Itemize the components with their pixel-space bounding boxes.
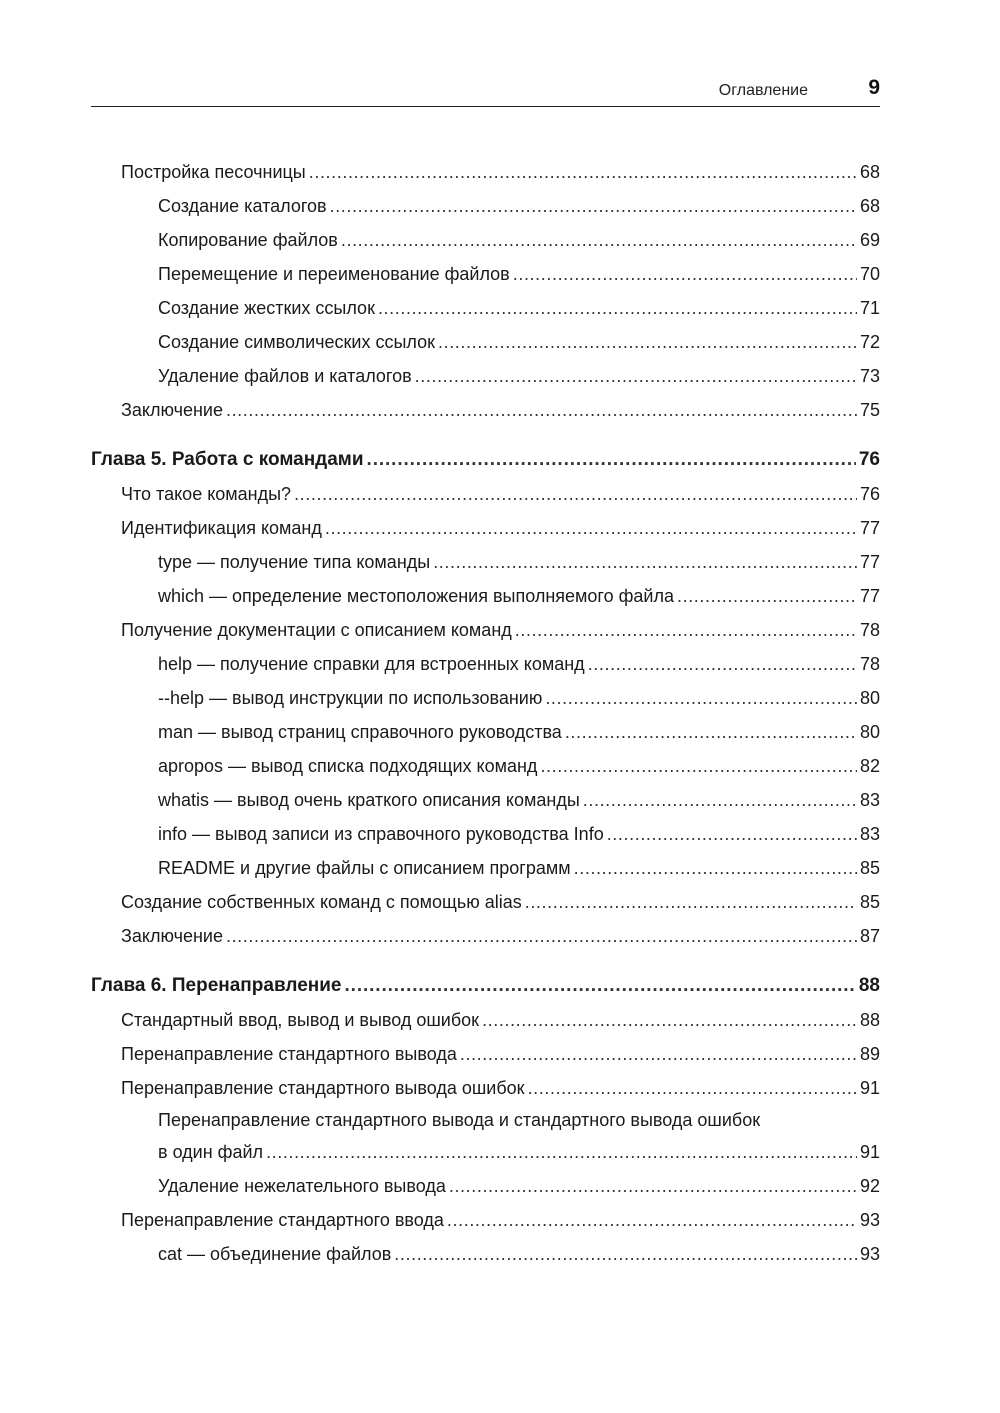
dot-leader [433,545,857,579]
toc-entry[interactable] [158,1237,880,1271]
toc-chapter[interactable] [91,969,880,1003]
toc-entry[interactable] [158,1169,880,1203]
dot-leader [394,1237,857,1271]
dot-leader [378,291,857,325]
toc-entry-title: whatis — вывод очень краткого описания команды [158,790,580,810]
toc-entry-page: 83 [859,790,880,810]
toc-entry-page: 85 [859,892,880,912]
toc-entry-title: Заключение [121,400,223,420]
toc-entry-page: 71 [859,298,880,318]
dot-leader [309,155,857,189]
toc-entry-page: 72 [859,332,880,352]
toc-entry-page: 76 [858,449,880,470]
dot-leader [677,579,857,613]
toc-entry-page: 91 [859,1142,880,1162]
toc-entry-page: 88 [858,975,880,996]
dot-leader [482,1003,857,1037]
toc-entry-title: Получение документации с описанием команд [121,620,512,640]
dot-leader [294,477,857,511]
toc-entry[interactable] [121,393,880,427]
dot-leader [266,1135,857,1169]
toc-entry[interactable] [158,715,880,749]
dot-leader [574,851,857,885]
dot-leader [588,647,857,681]
toc-entry[interactable] [158,325,880,359]
toc-entry[interactable] [158,579,880,613]
dot-leader [513,257,857,291]
toc-entry[interactable] [121,511,880,545]
toc-entry-title: Создание каталогов [158,196,327,216]
toc-entry[interactable] [121,919,880,953]
toc-entry-title: Что такое команды? [121,484,292,504]
dot-leader [565,715,857,749]
toc-entry-page: 78 [859,654,880,674]
toc-entry-title: Глава 5. Работа с командами [91,449,364,470]
toc-entry-page: 68 [859,196,880,216]
toc-entry-page: 77 [859,552,880,572]
toc-entry-page: 69 [859,230,880,250]
dot-leader [330,189,857,223]
dot-leader [528,1071,857,1105]
toc-entry-page: 92 [859,1176,880,1196]
dot-leader [447,1203,857,1237]
toc-entry-page: 75 [859,400,880,420]
toc-chapter[interactable] [91,443,880,477]
toc-entry[interactable] [158,545,880,579]
toc-entry-title: Постройка песочницы [121,162,306,182]
dot-leader [367,443,856,477]
toc-entry-title: Создание собственных команд с помощью alias [121,892,522,912]
toc-entry[interactable] [121,1003,880,1037]
toc-entry-title: which — определение местоположения выполняемого файла [158,586,674,606]
toc-entry-title: help — получение справки для встроенных команд [158,654,585,674]
toc-entry[interactable] [158,291,880,325]
toc-entry-title: Стандартный ввод, вывод и вывод ошибок [121,1010,480,1030]
toc-entry[interactable] [158,851,880,885]
toc-entry[interactable] [158,647,880,681]
toc-entry-page: 70 [859,264,880,284]
toc-entry[interactable] [121,1203,880,1237]
toc-entry-page: 77 [859,518,880,538]
toc-entry-page: 91 [859,1078,880,1098]
table-of-contents [91,155,880,1271]
dot-leader [540,749,857,783]
toc-entry-page: 93 [859,1244,880,1264]
dot-leader [226,919,857,953]
toc-entry-title: README и другие файлы с описанием программ [158,858,571,878]
dot-leader [525,885,857,919]
toc-entry-page: 89 [859,1044,880,1064]
toc-entry-page: 68 [859,162,880,182]
toc-entry-page: 85 [859,858,880,878]
toc-entry-title: Удаление файлов и каталогов [158,366,412,386]
toc-entry-page: 77 [859,586,880,606]
toc-entry-page: 76 [859,484,880,504]
toc-entry-title: apropos — вывод списка подходящих команд [158,756,538,776]
toc-entry-page: 78 [859,620,880,640]
toc-entry-title: Создание символических ссылок [158,332,435,352]
toc-entry[interactable] [121,613,880,647]
page-number: 9 [868,76,880,99]
dot-leader [449,1169,857,1203]
toc-entry-title: Создание жестких ссылок [158,298,375,318]
toc-entry[interactable] [158,189,880,223]
toc-entry-page: 80 [859,688,880,708]
dot-leader [515,613,857,647]
toc-entry-title: Идентификация команд [121,518,322,538]
toc-entry-title: Перенаправление стандартного вывода ошибок [121,1078,525,1098]
toc-entry-title: Глава 6. Перенаправление [91,975,342,996]
dot-leader [607,817,857,851]
dot-leader [545,681,857,715]
toc-entry-title: cat — объединение файлов [158,1244,392,1264]
running-title: Оглавление [718,82,808,99]
toc-entry[interactable] [121,155,880,189]
toc-entry-title: info — вывод записи из справочного руководства Info [158,824,604,844]
toc-entry[interactable] [121,1037,880,1071]
dot-leader [438,325,857,359]
dot-leader [460,1037,857,1071]
toc-entry-title: в один файл [158,1142,264,1162]
toc-entry[interactable] [158,783,880,817]
toc-entry-title: Копирование файлов [158,230,338,250]
toc-entry[interactable] [158,257,880,291]
dot-leader [415,359,857,393]
toc-entry[interactable] [158,817,880,851]
toc-entry[interactable] [121,477,880,511]
toc-entry[interactable] [158,359,880,393]
dot-leader [325,511,857,545]
toc-entry-line [158,1105,880,1135]
toc-entry[interactable] [121,885,880,919]
toc-entry-page: 82 [859,756,880,776]
dot-leader [583,783,857,817]
toc-entry[interactable] [158,223,880,257]
toc-entry-title: Перенаправление стандартного ввода [121,1210,444,1230]
toc-entry-page: 80 [859,722,880,742]
toc-entry-page: 93 [859,1210,880,1230]
toc-entry-title: type — получение типа команды [158,552,431,572]
dot-leader [341,223,857,257]
toc-entry-title: --help — вывод инструкции по использованию [158,688,543,708]
toc-entry[interactable] [121,1071,880,1105]
toc-entry-page: 88 [859,1010,880,1030]
toc-entry-title: Заключение [121,926,223,946]
running-header [91,72,880,107]
toc-entry[interactable] [158,681,880,715]
toc-entry-page: 87 [859,926,880,946]
toc-entry-page: 73 [859,366,880,386]
toc-entry-title: man — вывод страниц справочного руководства [158,722,562,742]
toc-entry[interactable] [158,749,880,783]
toc-entry[interactable] [158,1135,880,1169]
toc-entry-title: Удаление нежелательного вывода [158,1176,446,1196]
dot-leader [226,393,857,427]
toc-entry-page: 83 [859,824,880,844]
toc-entry-title: Перенаправление стандартного вывода и стандартного вывода ошибок [158,1110,761,1130]
toc-entry-title: Перемещение и переименование файлов [158,264,510,284]
dot-leader [345,969,856,1003]
toc-entry-title: Перенаправление стандартного вывода [121,1044,457,1064]
